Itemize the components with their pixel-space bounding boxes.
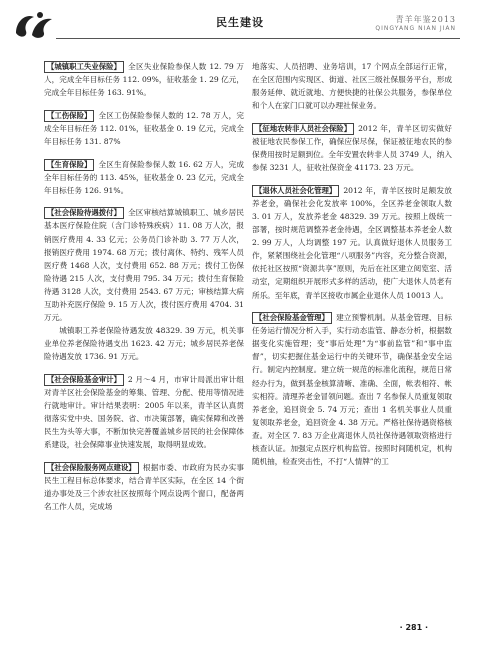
page-header [0, 0, 480, 52]
article-heading: 【退休人员社会化管理】 [252, 185, 339, 197]
article-heading: 【社会保险基金审计】 [44, 374, 124, 386]
article-text: 2012 年，青羊区切实做好被征地农民参保工作，确保应保尽保，保证被征地农民的参保费用按时足额到位。全年安置农转非人员 3749 人，纳入参保 3231 人，征收社保资金 41173. 23 万元。 [252, 123, 452, 173]
article-text: 地落实、人员招聘、业务培训，17 个网点全部运行正常，在全区范围内实现区、街道、社区三级社保服务平台，形成服务延伸、就近就地、方便快捷的社保公共服务，参保单位和个人在家门口就可以办理社保业务。 [252, 62, 452, 111]
page-number: · 281 · [399, 623, 428, 632]
article-benefit-payment [44, 206, 244, 324]
article-unemployment-insurance [44, 60, 244, 99]
article-service-outlets [44, 461, 244, 513]
article-heading: 【征地农转非人员社会保险】 [252, 123, 354, 135]
yearbook-name-pinyin: QINGYANG NIAN JIAN [375, 25, 456, 32]
article-heading: 【生育保险】 [44, 159, 94, 171]
article-text: 根据市委、市政府为民办实事民生工程目标总体要求，结合青羊区实际，在全区 14 个街道办事处及三个涉农社区按照每个网点设两个窗口，配备两名工作人员，完成场 [44, 463, 244, 512]
article-text: 2012 年，青羊区按时足额发放养老金，确保社会化发放率 100%，全区养老金领取人数 3. 01 万人，发放养老金 48329. 39 万元。按照上级统一部署，按时规范调整养老金待遇，全区调整基本养老金人数 2. 99 万人，人均调整 197 元。认真做好退休人员服务工作，紧紧围绕社会化管理“八项服务”内容，充分整合资源，依托社区按照“资源共享”原则，先后在社区建立阅览室、活动室，定期组织开展形式多样的活动，使广大退休人员老有所乐。至年底，青羊区接收市属企业退休人员 10013 人。 [252, 185, 452, 300]
article-text: 全区生育保险参保人数 16. 62 万人，完成全年目标任务的 113. 45%，征收基金 0. 23 亿元，完成全年目标任务 126. 91%。 [44, 159, 244, 195]
article-text: 全区工伤保险参保人数的 12. 78 万人，完成全年目标任务 112. 01%，征收基金 0. 19 亿元，完成全年目标任务 131. 87% [44, 110, 244, 146]
article-fund-audit [44, 373, 244, 452]
section-title: 民生建设 [216, 16, 264, 29]
article-text: 2 月～4 月，市审计局派出审计组对青羊区社会保险基金的筹集、管理、分配、使用等情况进行就地审计。审计结果表明：2005 年以来，青羊区认真贯彻落实党中央、国务院、省、市决策部署，确实保障和改善民生为头等大事，不断加快完善覆盖城乡居民的社会保障体系建设，社会保障事业快速发展，取得明显成效。 [44, 374, 244, 450]
article-retiree-management [252, 184, 452, 302]
header-divider [56, 38, 460, 39]
article-heading: 【社会保险待遇拨付】 [44, 207, 124, 219]
article-text: 全区审核结算城镇职工、城乡居民基本医疗保险住院（含门诊特殊疾病）11. 08 万人次，报销医疗费用 4. 33 亿元；公务员门诊补助 3. 77 万人次，报销医疗费用 1974. 68 万元；拨付离休、特约、残军人员医疗费 1468 人次，支付费用 652. 88 万元；拨付工伤保险待遇 215 人次，支付费用 795. 34 万元；拨付生育保险待遇 3128 人次，支付费用 2543. 67 万元；审核结算大病互助补充医疗保险 9. 15 万人次，拨付医疗费用 4704. 31 万元。 [44, 208, 244, 323]
article-fund-management [252, 311, 452, 468]
article-heading: 【城镇职工失业保险】 [44, 61, 124, 73]
article-work-injury-insurance [44, 109, 244, 148]
article-text: 建立预警机制。从基金管理、目标任务运行情况分析入手，实行动态监管、静态分析，根据数据变化实施管理；变“事后处理”为“事前监管”和“事中监督”，切实把握住基金运行中的关键环节，确保基金安全运行。制定内控制度。建立统一规范的标准化流程，规范日常经办行为，做到基金核算清晰、准确、全面，帐表相符、帐实相符。清理养老金冒领问题。查出 7 名参保人员重复领取养老金，追回资金 5. 74 万元；查出 1 名机关事业人员重复领取养老金，追回资金 4. 38 万元。严格社保待遇资格核查。对全区 7. 83 万企业离退休人员社保待遇领取资格进行核查认证。加强定点医疗机构监管。按照时间随机定，机构随机抽，检查突击性，不打“人情牌”的工 [252, 313, 452, 467]
article-land-requisition-insurance [252, 122, 452, 174]
article-maternity-insurance [44, 158, 244, 197]
article-heading: 【社会保险基金管理】 [252, 312, 332, 324]
article-pension-payment: 城镇职工养老保险待遇发放 48329. 39 万元，机关事业单位养老保险待遇支出 1623. 42 万元；城乡居民养老保险待遇发放 1736. 91 万元。 [44, 326, 244, 362]
yearbook-name: 青羊年鉴2013 [395, 15, 456, 24]
article-text: 全区失业保险参保人数 12. 79 万人，完成全年目标任务 112. 09%，征收基金 1. 29 亿元，完成全年目标任务 163. 91%。 [44, 62, 244, 98]
article-heading: 【工伤保险】 [44, 110, 94, 122]
article-service-outlets-continued [252, 60, 452, 112]
left-column [44, 60, 244, 523]
right-column [252, 60, 452, 478]
article-heading: 【社会保险服务网点建设】 [44, 462, 139, 474]
